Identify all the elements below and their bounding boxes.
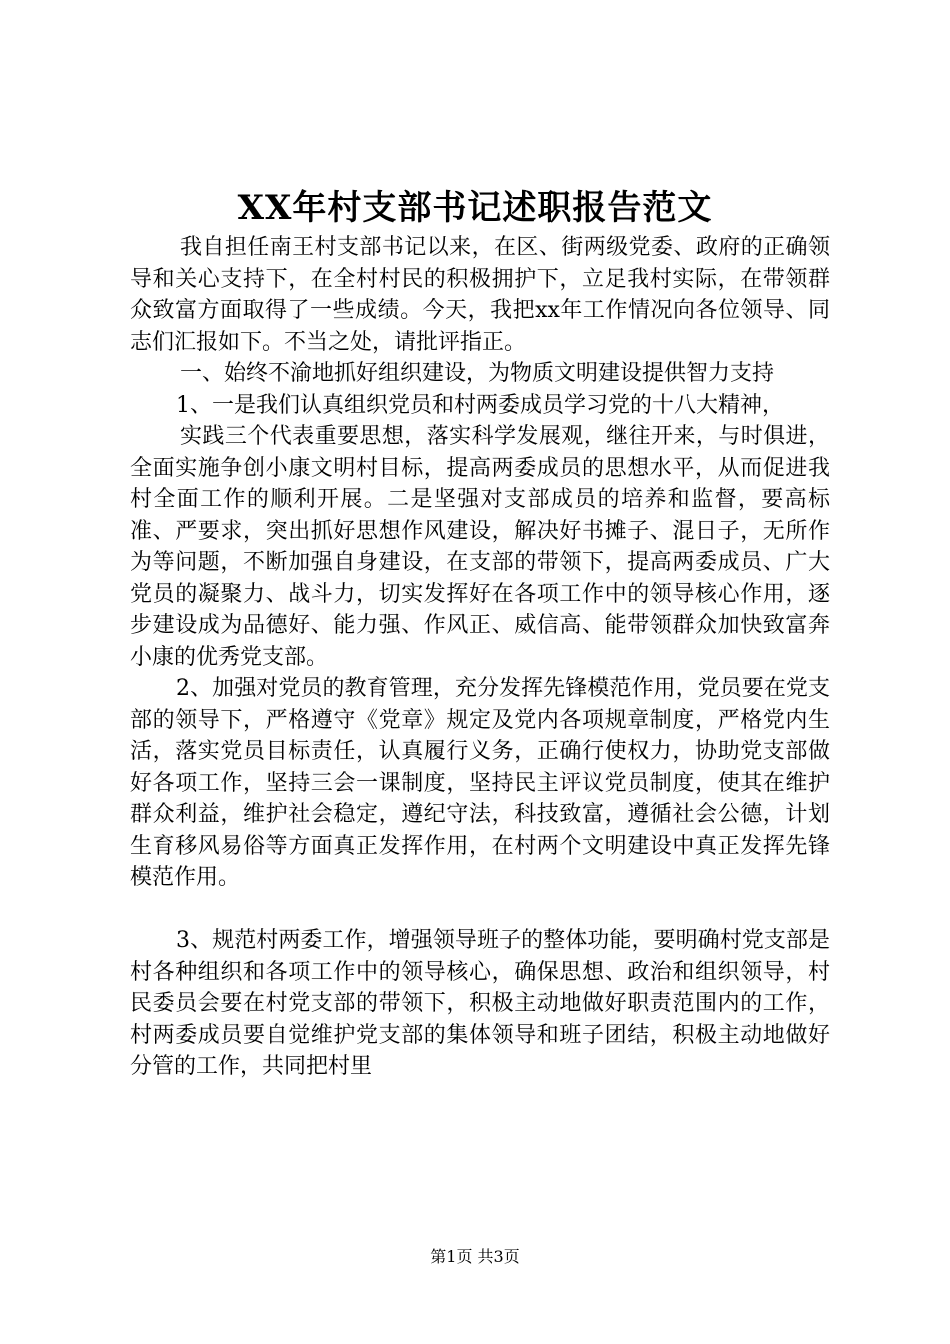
- paragraph-section-heading: 一、始终不渝地抓好组织建设，为物质文明建设提供智力支持: [180, 361, 775, 386]
- paragraph-item-1: 1、一是我们认真组织党员和村两委成员学习党的十八大精神，: [176, 392, 784, 418]
- paragraph-spacer: [130, 894, 830, 926]
- paragraph-item-3: 3、规范村两委工作，增强领导班子的整体功能，要明确村党支部是村各种组织和各项工作中的领导核心，确保思想、政治和组织领导，村民委员会要在村党支部的带领下，积极主动地做好职责范围内的工作，村两委成员要自觉维护党支部的集体领导和班子团结，积极主动地做好分管的工作，共同把村里: [130, 928, 830, 1079]
- paragraph-item-2: 2、加强对党员的教育管理，充分发挥先锋模范作用，党员要在党支部的领导下，严格遵守《党章》规定及党内各项规章制度，严格党内生活，落实党员目标责任，认真履行义务，正确行使权力，协助党支部做好各项工作，坚持三会一课制度，坚持民主评议党员制度，使其在维护群众利益，维护社会稳定，遵纪守法，科技致富，遵循社会公德，计划生育移风易俗等方面真正发挥作用，在村两个文明建设中真正发挥先锋模范作用。: [130, 676, 830, 890]
- page-footer: 第1页 共3页: [430, 1247, 520, 1266]
- document-title: XX年村支部书记述职报告范文: [237, 188, 713, 228]
- document-body: [130, 232, 830, 1083]
- paragraph-item-1-detail: 实践三个代表重要思想，落实科学发展观，继往开来，与时俱进，全面实施争创小康文明村目标，提高两委成员的思想水平，从而促进我村全面工作的顺利开展。二是坚强对支部成员的培养和监督，要高标准、严要求，突出抓好思想作风建设，解决好书摊子、混日子，无所作为等问题，不断加强自身建设，在支部的带领下，提高两委成员、广大党员的凝聚力、战斗力，切实发挥好在各项工作中的领导核心作用，逐步建设成为品德好、能力强、作风正、威信高、能带领群众加快致富奔小康的优秀党支部。: [130, 424, 830, 670]
- paragraph-intro: 我自担任南王村支部书记以来，在区、街两级党委、政府的正确领导和关心支持下，在全村村民的积极拥护下，立足我村实际，在带领群众致富方面取得了一些成绩。今天，我把xx年工作情况向各位领导、同志们汇报如下。不当之处，请批评指正。: [130, 235, 830, 355]
